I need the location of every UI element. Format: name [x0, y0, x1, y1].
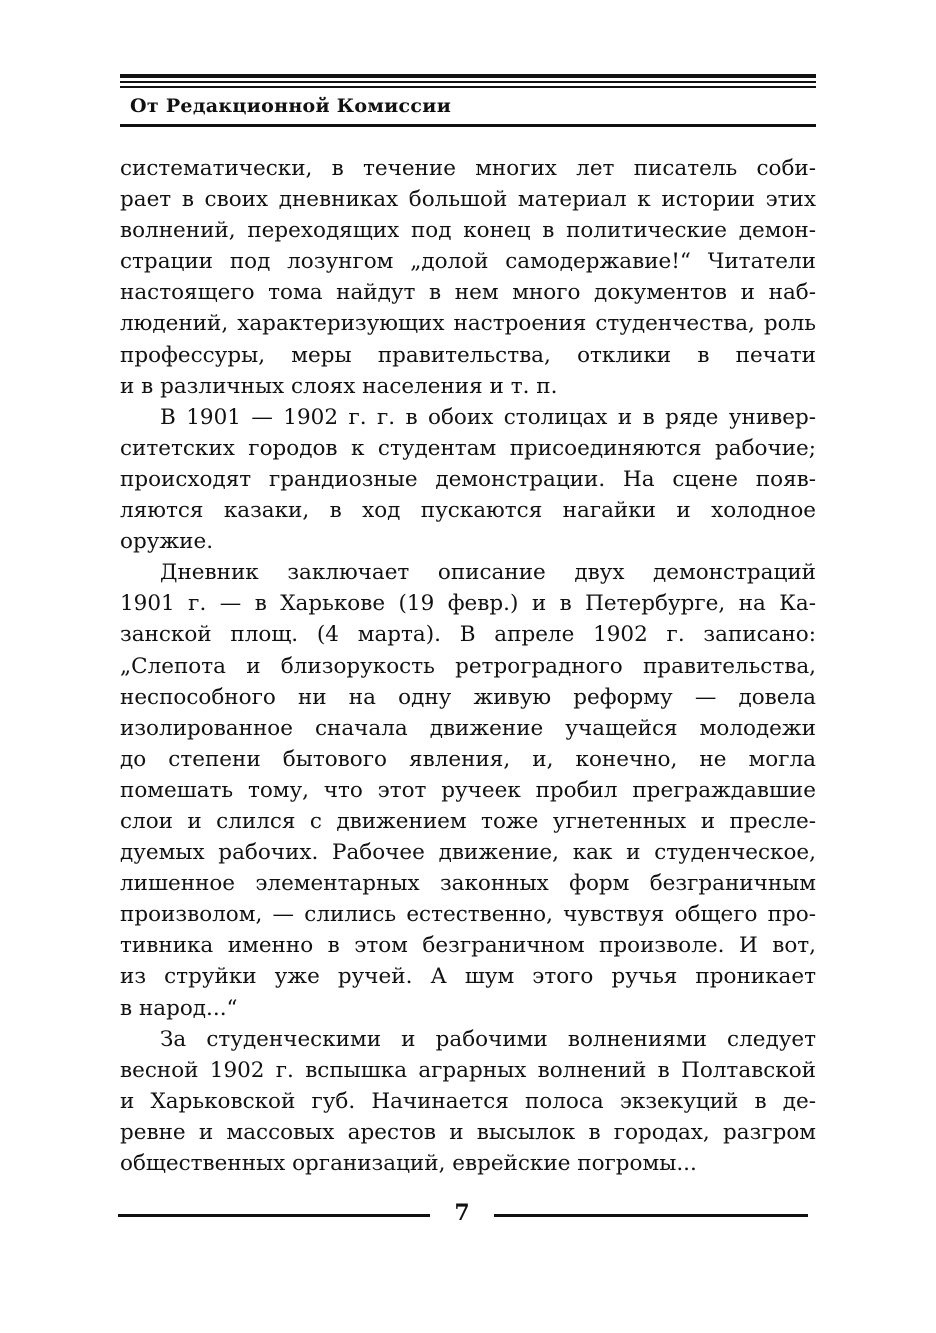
text-line: страции под лозунгом „долой самодержавие!“ Читатели	[120, 249, 816, 275]
text-line: систематически, в течение многих лет писатель соби-	[120, 156, 816, 181]
footer-rule-right	[494, 1214, 808, 1217]
text-line: из струйки уже ручей. А шум этого ручья проникает	[120, 964, 816, 990]
text-line: ляются казаки, в ход пускаются нагайки и холодное	[120, 498, 816, 524]
text-line: и Харьковской губ. Начинается полоса экзекуций в де-	[120, 1088, 816, 1114]
text-line: ситетских городов к студентам присоединяются рабочие;	[120, 435, 816, 461]
page-number: 7	[454, 1200, 470, 1226]
running-head-title: От Редакционной Комиссии	[130, 95, 452, 117]
text-line: и в различных слоях населения и т. п.	[120, 373, 558, 399]
paragraph-4	[120, 1024, 816, 1179]
text-line: 1901 г. — в Харькове (19 февр.) и в Петербурге, на Ка-	[120, 591, 816, 617]
header-rule-thin	[120, 81, 816, 83]
text-line: тивника именно в этом безграничном произволе. И вот,	[120, 933, 816, 959]
text-line: неспособного ни на одну живую реформу — довела	[120, 684, 816, 710]
paragraph-3	[120, 557, 816, 1023]
header-rule-thick	[120, 74, 816, 78]
text-line: происходят грандиозные демонстрации. На сцене появ-	[120, 466, 816, 492]
text-line: весной 1902 г. вспышка аграрных волнений в Полтавской	[120, 1057, 816, 1083]
text-line: „Слепота и близорукость ретроградного правительства,	[120, 653, 816, 679]
text-line: Дневник заключает описание двух демонстраций	[160, 560, 816, 586]
text-line: оружие.	[120, 529, 214, 555]
text-line: настоящего тома найдут в нем много документов и наб-	[120, 280, 816, 306]
text-line: в народ...“	[120, 995, 238, 1021]
paragraph-1	[120, 153, 816, 402]
header-bottom-rule	[120, 124, 816, 127]
text-line: профессуры, меры правительства, отклики в печати	[120, 342, 816, 368]
text-line: произволом, — слились естественно, чувствуя общего про-	[120, 902, 816, 928]
footer-rule-left	[118, 1214, 430, 1217]
text-line: людений, характеризующих настроения студенчества, роль	[120, 311, 816, 337]
paragraph-2	[120, 402, 816, 557]
header-rule-thin-2	[120, 86, 816, 88]
text-line: волнений, переходящих под конец в политические демон-	[120, 218, 816, 244]
text-line: слои и слился с движением тоже угнетенных и пресле-	[120, 808, 816, 834]
text-line: лишенное элементарных законных форм безграничным	[120, 871, 816, 897]
text-line: до степени бытового явления, и, конечно, не могла	[120, 746, 816, 772]
text-line: занской площ. (4 марта). В апреле 1902 г. записано:	[120, 622, 816, 648]
text-line: общественных организаций, еврейские погромы...	[120, 1151, 697, 1176]
text-line: помешать тому, что этот ручеек пробил преграждавшие	[120, 777, 816, 803]
body-text	[120, 153, 816, 1179]
text-line: дуемых рабочих. Рабочее движение, как и студенческое,	[120, 840, 816, 866]
text-line: рает в своих дневниках большой материал к истории этих	[120, 187, 816, 213]
text-line: В 1901 — 1902 г. г. в обоих столицах и в ряде универ-	[160, 404, 816, 430]
text-line: изолированное сначала движение учащейся молодежи	[120, 715, 816, 741]
text-line: ревне и массовых арестов и высылок в городах, разгром	[120, 1119, 816, 1145]
text-line: За студенческими и рабочими волнениями следует	[160, 1026, 816, 1052]
